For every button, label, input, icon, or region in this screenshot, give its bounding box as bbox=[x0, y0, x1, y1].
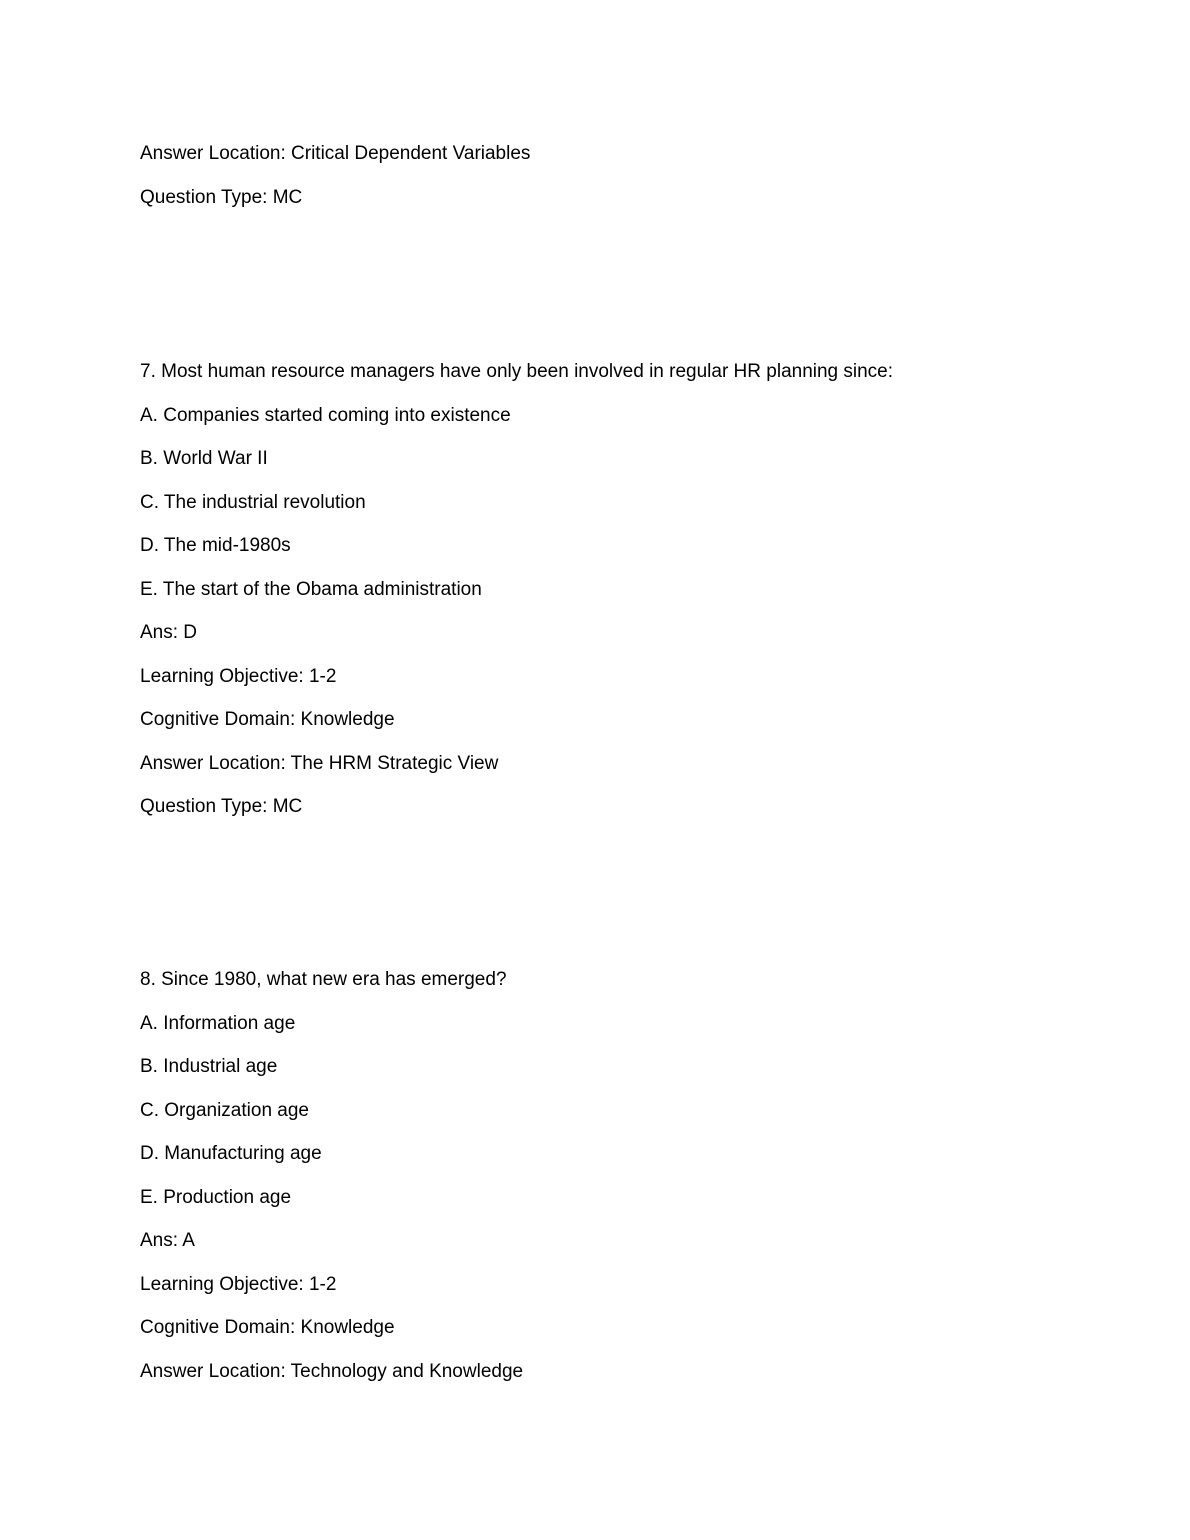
answer: Ans: A bbox=[140, 1230, 195, 1251]
option-d: D. The mid-1980s bbox=[140, 535, 291, 556]
question-8 bbox=[140, 968, 1100, 1403]
question-7 bbox=[140, 360, 1100, 839]
answer-location: Answer Location: The HRM Strategic View bbox=[140, 752, 499, 774]
cognitive-domain: Cognitive Domain: Knowledge bbox=[140, 709, 395, 730]
option-e: E. Production age bbox=[140, 1186, 292, 1208]
answer-location: Answer Location: Technology and Knowledge bbox=[140, 1360, 524, 1382]
learning-objective: Learning Objective: 1-2 bbox=[140, 1273, 337, 1295]
option-e: E. The start of the Obama administration bbox=[140, 578, 482, 600]
question-type: Question Type: MC bbox=[140, 186, 303, 208]
learning-objective: Learning Objective: 1-2 bbox=[140, 665, 337, 687]
option-c: C. The industrial revolution bbox=[140, 491, 366, 513]
question-stem: 8. Since 1980, what new era has emerged? bbox=[140, 969, 507, 990]
option-c: C. Organization age bbox=[140, 1099, 309, 1121]
answer-location: Answer Location: Critical Dependent Variables bbox=[140, 143, 531, 164]
option-b: B. World War II bbox=[140, 448, 268, 469]
option-a: A. Information age bbox=[140, 1012, 296, 1034]
option-b: B. Industrial age bbox=[140, 1056, 278, 1077]
question-stem: 7. Most human resource managers have only been involved in regular HR planning since: bbox=[140, 361, 894, 382]
cognitive-domain: Cognitive Domain: Knowledge bbox=[140, 1317, 395, 1338]
option-d: D. Manufacturing age bbox=[140, 1143, 322, 1164]
previous-question-tail bbox=[140, 142, 1100, 229]
answer: Ans: D bbox=[140, 622, 198, 643]
question-type: Question Type: MC bbox=[140, 796, 303, 817]
option-a: A. Companies started coming into existence bbox=[140, 404, 511, 426]
